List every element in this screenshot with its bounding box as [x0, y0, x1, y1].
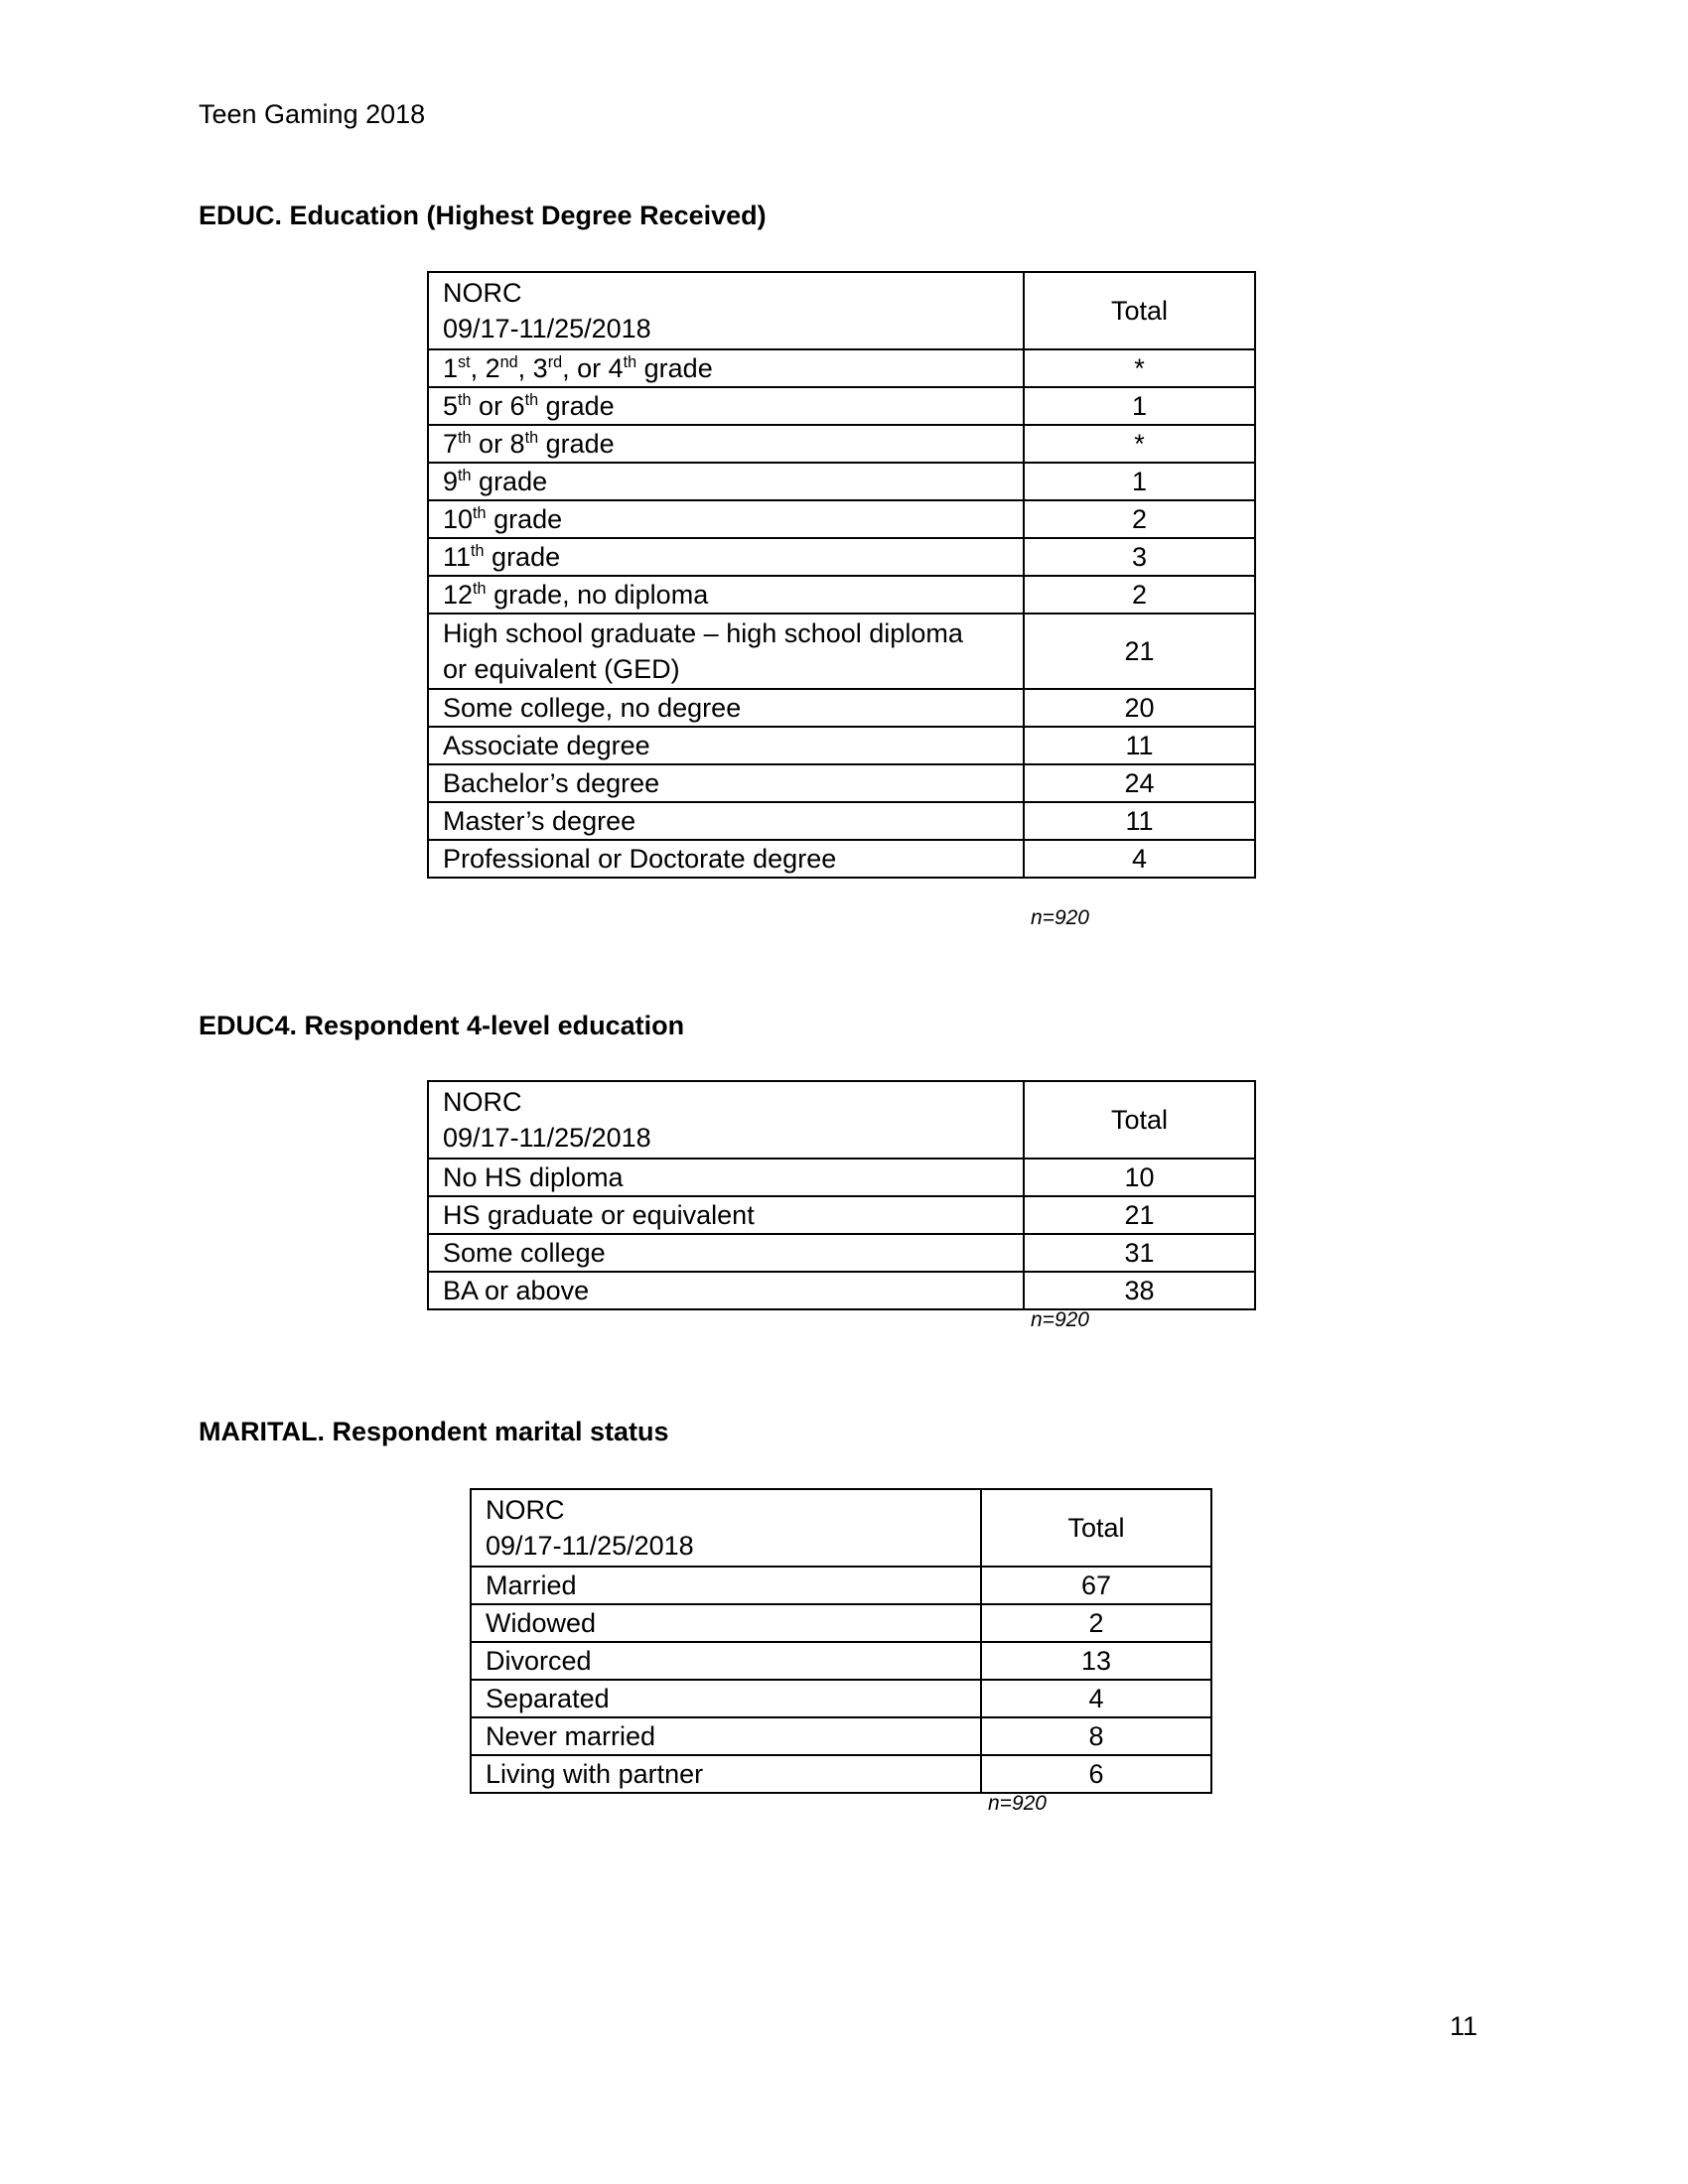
column-header-total: Total — [1024, 1081, 1255, 1159]
row-label: 5th or 6th grade — [428, 387, 1024, 425]
column-header-total: Total — [1024, 272, 1255, 349]
source-label: NORC — [443, 278, 522, 308]
table-row — [471, 1642, 1211, 1680]
row-value: 24 — [1024, 764, 1255, 802]
row-label: Master’s degree — [428, 802, 1024, 840]
row-label: Bachelor’s degree — [428, 764, 1024, 802]
table-row — [471, 1717, 1211, 1755]
row-value: 1 — [1024, 463, 1255, 500]
row-value: 21 — [1024, 614, 1255, 689]
table-row — [428, 614, 1255, 689]
educ-title: EDUC. Education (Highest Degree Received) — [199, 201, 767, 230]
table-row — [471, 1604, 1211, 1642]
row-label: High school graduate – high school diploma or equivalent (GED) — [428, 614, 1024, 689]
row-value: 3 — [1024, 538, 1255, 576]
date-range-label: 09/17-11/25/2018 — [443, 1123, 651, 1153]
row-label: 7th or 8th grade — [428, 425, 1024, 463]
table-row — [428, 764, 1255, 802]
table-row — [428, 538, 1255, 576]
table-row — [428, 1159, 1255, 1196]
column-header-label — [428, 272, 1024, 349]
source-label: NORC — [486, 1495, 565, 1525]
table-row — [428, 1234, 1255, 1272]
row-value: 31 — [1024, 1234, 1255, 1272]
row-label: HS graduate or equivalent — [428, 1196, 1024, 1234]
table-row — [428, 576, 1255, 614]
row-value: 67 — [981, 1567, 1211, 1604]
row-label: Some college, no degree — [428, 689, 1024, 727]
educ4-rows — [428, 1159, 1255, 1309]
row-value: 4 — [981, 1680, 1211, 1717]
row-value: 1 — [1024, 387, 1255, 425]
row-value: 4 — [1024, 840, 1255, 878]
row-label: 1st, 2nd, 3rd, or 4th grade — [428, 349, 1024, 387]
marital-title: MARITAL. Respondent marital status — [199, 1417, 669, 1446]
table-row — [428, 689, 1255, 727]
source-label: NORC — [443, 1087, 522, 1117]
table-row — [428, 802, 1255, 840]
educ4-title: EDUC4. Respondent 4-level education — [199, 1011, 685, 1040]
page-number: 11 — [1450, 2011, 1478, 2041]
table-row — [428, 840, 1255, 878]
table-header-row — [428, 272, 1255, 349]
row-label: Living with partner — [471, 1755, 981, 1793]
table-row — [428, 1196, 1255, 1234]
table-row — [428, 500, 1255, 538]
row-label: 12th grade, no diploma — [428, 576, 1024, 614]
row-value: 11 — [1024, 802, 1255, 840]
row-value: 21 — [1024, 1196, 1255, 1234]
table-row — [471, 1680, 1211, 1717]
marital-sample-size: n=920 — [988, 1792, 1047, 1815]
column-header-total: Total — [981, 1489, 1211, 1567]
table-header-row — [471, 1489, 1211, 1567]
row-value: 2 — [981, 1604, 1211, 1642]
row-value: * — [1024, 425, 1255, 463]
table-row — [471, 1755, 1211, 1793]
row-label: Separated — [471, 1680, 981, 1717]
table-row — [428, 349, 1255, 387]
row-value: 20 — [1024, 689, 1255, 727]
date-range-label: 09/17-11/25/2018 — [443, 314, 651, 343]
row-value: 38 — [1024, 1272, 1255, 1309]
table-row — [428, 727, 1255, 764]
row-value: 10 — [1024, 1159, 1255, 1196]
table-row — [428, 463, 1255, 500]
row-value: 2 — [1024, 500, 1255, 538]
row-value: 8 — [981, 1717, 1211, 1755]
row-label: 10th grade — [428, 500, 1024, 538]
table-row — [471, 1567, 1211, 1604]
marital-rows — [471, 1567, 1211, 1793]
row-label: Professional or Doctorate degree — [428, 840, 1024, 878]
marital-table — [470, 1488, 1212, 1794]
educ4-sample-size: n=920 — [1031, 1308, 1089, 1331]
row-label: BA or above — [428, 1272, 1024, 1309]
row-label: Some college — [428, 1234, 1024, 1272]
table-row — [428, 1272, 1255, 1309]
row-label: 11th grade — [428, 538, 1024, 576]
date-range-label: 09/17-11/25/2018 — [486, 1531, 694, 1561]
table-row — [428, 387, 1255, 425]
educ-table — [427, 271, 1256, 879]
row-label: Widowed — [471, 1604, 981, 1642]
row-label: Associate degree — [428, 727, 1024, 764]
row-label: Married — [471, 1567, 981, 1604]
row-label: Divorced — [471, 1642, 981, 1680]
row-label: 9th grade — [428, 463, 1024, 500]
row-value: 6 — [981, 1755, 1211, 1793]
row-label: No HS diploma — [428, 1159, 1024, 1196]
row-value: 13 — [981, 1642, 1211, 1680]
row-label: Never married — [471, 1717, 981, 1755]
educ-rows — [428, 349, 1255, 878]
row-value: 11 — [1024, 727, 1255, 764]
running-header: Teen Gaming 2018 — [199, 99, 426, 129]
table-row — [428, 425, 1255, 463]
table-header-row — [428, 1081, 1255, 1159]
row-value: 2 — [1024, 576, 1255, 614]
column-header-label — [428, 1081, 1024, 1159]
educ-sample-size: n=920 — [1031, 906, 1089, 929]
column-header-label — [471, 1489, 981, 1567]
educ4-table — [427, 1080, 1256, 1310]
row-value: * — [1024, 349, 1255, 387]
